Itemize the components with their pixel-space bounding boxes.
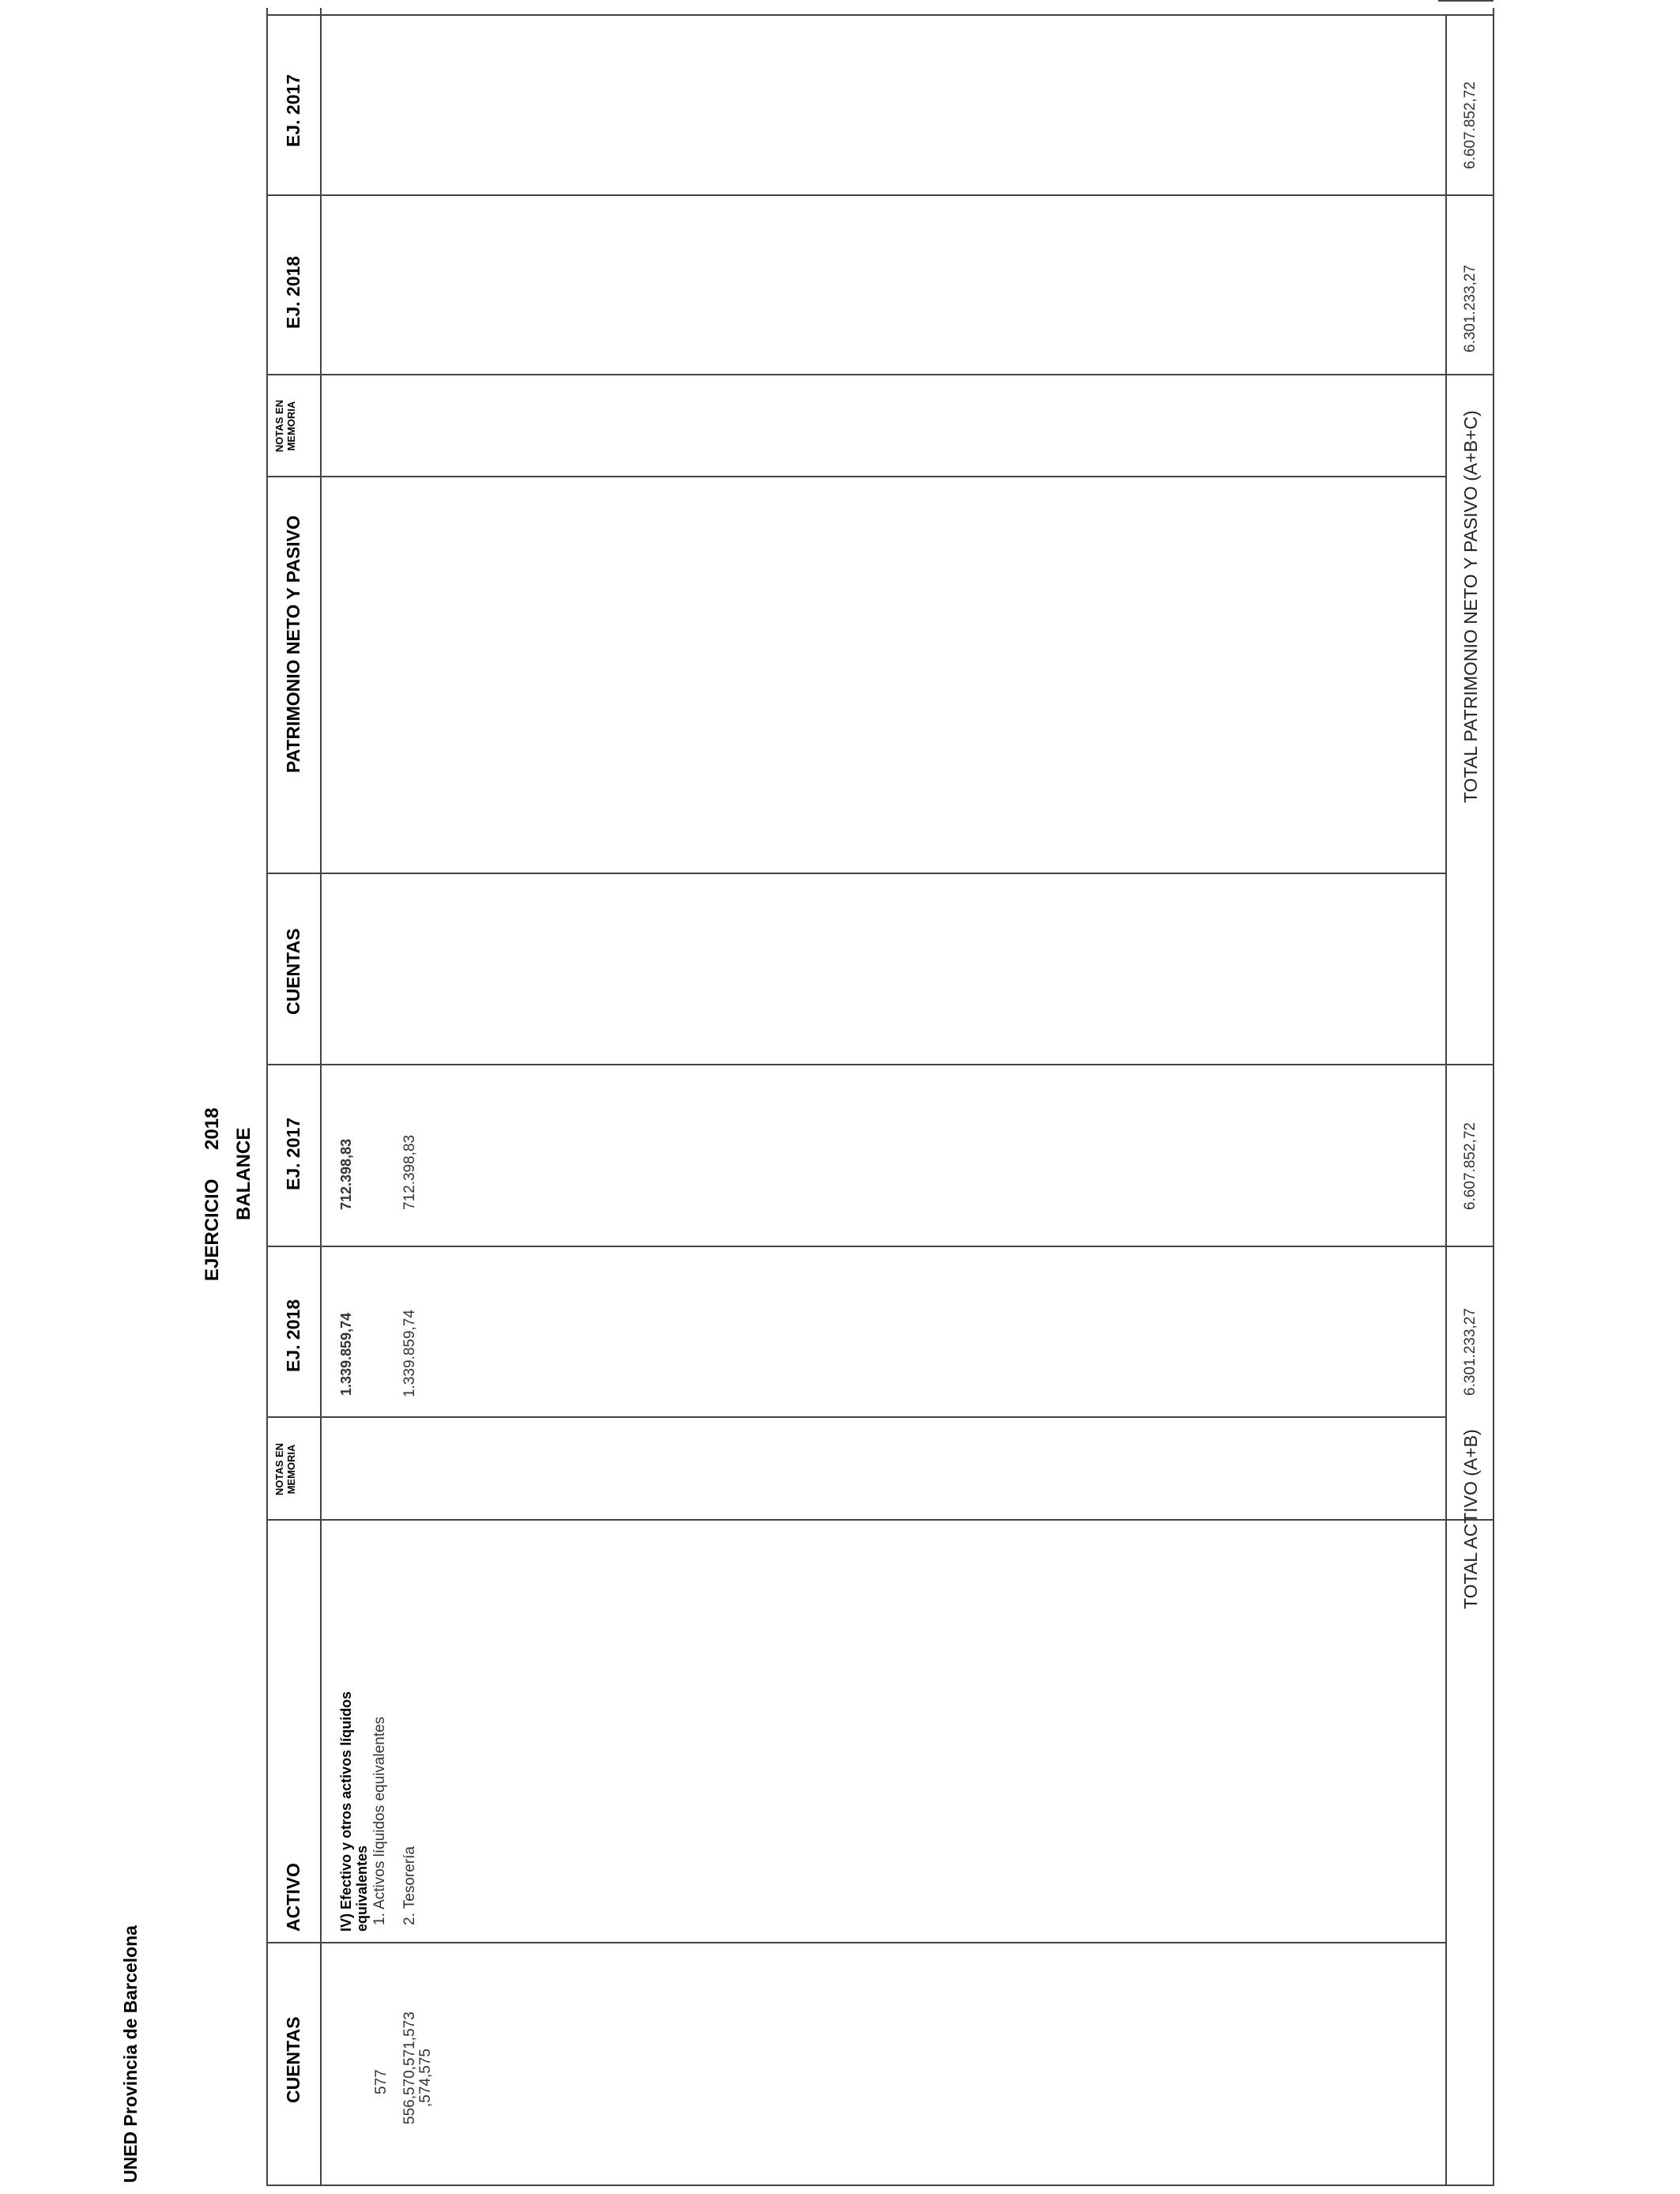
- header-separator: [320, 8, 322, 2186]
- right-col-ej2017: EJ. 2017: [283, 74, 303, 147]
- right-col-notas: NOTAS EN MEMORIA: [273, 399, 297, 453]
- col-border-6: [266, 873, 1445, 874]
- table-row-label: 1. Activos líquidos equivalentes: [371, 1716, 388, 1925]
- left-col-activo: ACTIVO: [283, 1863, 303, 1932]
- total-patrimonio-2018: 6.301.233,27: [1462, 265, 1478, 352]
- left-col-ej2017: EJ. 2017: [283, 1117, 303, 1190]
- col-border-8: [266, 374, 1494, 375]
- table-row-ej2017: 712.398,83: [338, 1138, 354, 1210]
- col-border-1: [266, 1942, 1445, 1943]
- col-border-5: [266, 1064, 1494, 1065]
- col-border-4: [266, 1246, 1494, 1247]
- table-border-top: [266, 8, 268, 2186]
- col-border-0: [266, 2185, 1494, 2186]
- col-border-7: [266, 476, 1445, 477]
- left-col-notas: NOTAS EN MEMORIA: [273, 1442, 297, 1496]
- organization-name: UNED Provincia de Barcelona: [120, 1925, 141, 2183]
- right-col-cuentas: CUENTAS: [283, 928, 303, 1015]
- ejercicio-heading: [202, 1108, 224, 1281]
- ejercicio-year: 2018: [202, 1107, 223, 1150]
- table-row-cuentas: ,574,575: [417, 2049, 434, 2107]
- report-title: BALANCE: [233, 1127, 254, 1220]
- left-col-ej2018: EJ. 2018: [283, 1299, 303, 1372]
- table-border-bottom: [1493, 8, 1494, 2186]
- right-col-patrimonio: PATRIMONIO NETO Y PASIVO: [283, 515, 303, 773]
- page-frame-right: [1438, 0, 1494, 2]
- col-border-2: [266, 1519, 1494, 1521]
- col-border-9: [266, 194, 1494, 196]
- col-border-10: [266, 14, 1494, 16]
- table-row-cuentas: 577: [373, 2069, 390, 2094]
- total-row-separator: [1445, 16, 1447, 2186]
- table-row-ej2018: 1.339.859,74: [338, 1312, 354, 1396]
- left-col-cuentas: CUENTAS: [283, 2016, 303, 2103]
- table-row-cuentas: 556,570,571,573: [401, 2011, 418, 2124]
- total-patrimonio-2017: 6.607.852,72: [1462, 81, 1478, 169]
- total-activo-2017: 6.607.852,72: [1462, 1122, 1478, 1210]
- table-row-label: equivalentes: [354, 1845, 370, 1932]
- table-row-label: 2. Tesorería: [401, 1846, 418, 1925]
- table-row-ej2017: 712.398,83: [401, 1134, 418, 1210]
- table-row-label: IV) Efectivo y otros activos líquidos: [338, 1691, 354, 1932]
- ejercicio-label: EJERCICIO: [202, 1178, 223, 1281]
- right-col-ej2018: EJ. 2018: [283, 255, 303, 329]
- total-activo-2018: 6.301.233,27: [1462, 1308, 1478, 1396]
- total-patrimonio-label: TOTAL PATRIMONIO NETO Y PASIVO (A+B+C): [1460, 410, 1481, 803]
- total-activo-label: TOTAL ACTIVO (A+B): [1460, 1429, 1481, 1609]
- table-row-ej2018: 1.339.859,74: [401, 1310, 418, 1397]
- col-border-3: [266, 1416, 1445, 1418]
